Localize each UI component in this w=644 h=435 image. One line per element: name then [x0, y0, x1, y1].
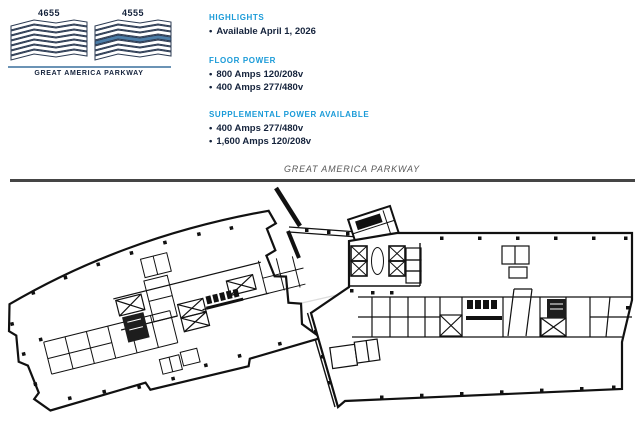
supplemental-power-item: • 400 Amps 277/480v	[209, 123, 304, 134]
supplemental-power-heading: SUPPLEMENTAL POWER AVAILABLE	[209, 110, 370, 119]
left-building	[0, 204, 323, 421]
highlights-item: • Available April 1, 2026	[209, 26, 316, 37]
stack-street-caption: GREAT AMERICA PARKWAY	[34, 70, 144, 77]
right-building	[311, 233, 632, 407]
floor-power-item: • 400 Amps 277/480v	[209, 82, 304, 93]
highlights-heading: HIGHLIGHTS	[209, 13, 265, 22]
building-4555-label: 4555	[121, 8, 145, 18]
supplemental-power-item: • 1,600 Amps 120/208v	[209, 136, 312, 147]
building-4655-label: 4655	[37, 8, 61, 18]
entry-canopy-connector	[276, 188, 358, 258]
parkway-road-label: GREAT AMERICA PARKWAY	[284, 164, 420, 174]
floor-power-heading: FLOOR POWER	[209, 56, 277, 65]
floor-power-item: • 800 Amps 120/208v	[209, 69, 304, 80]
right-dark-block	[547, 299, 566, 318]
